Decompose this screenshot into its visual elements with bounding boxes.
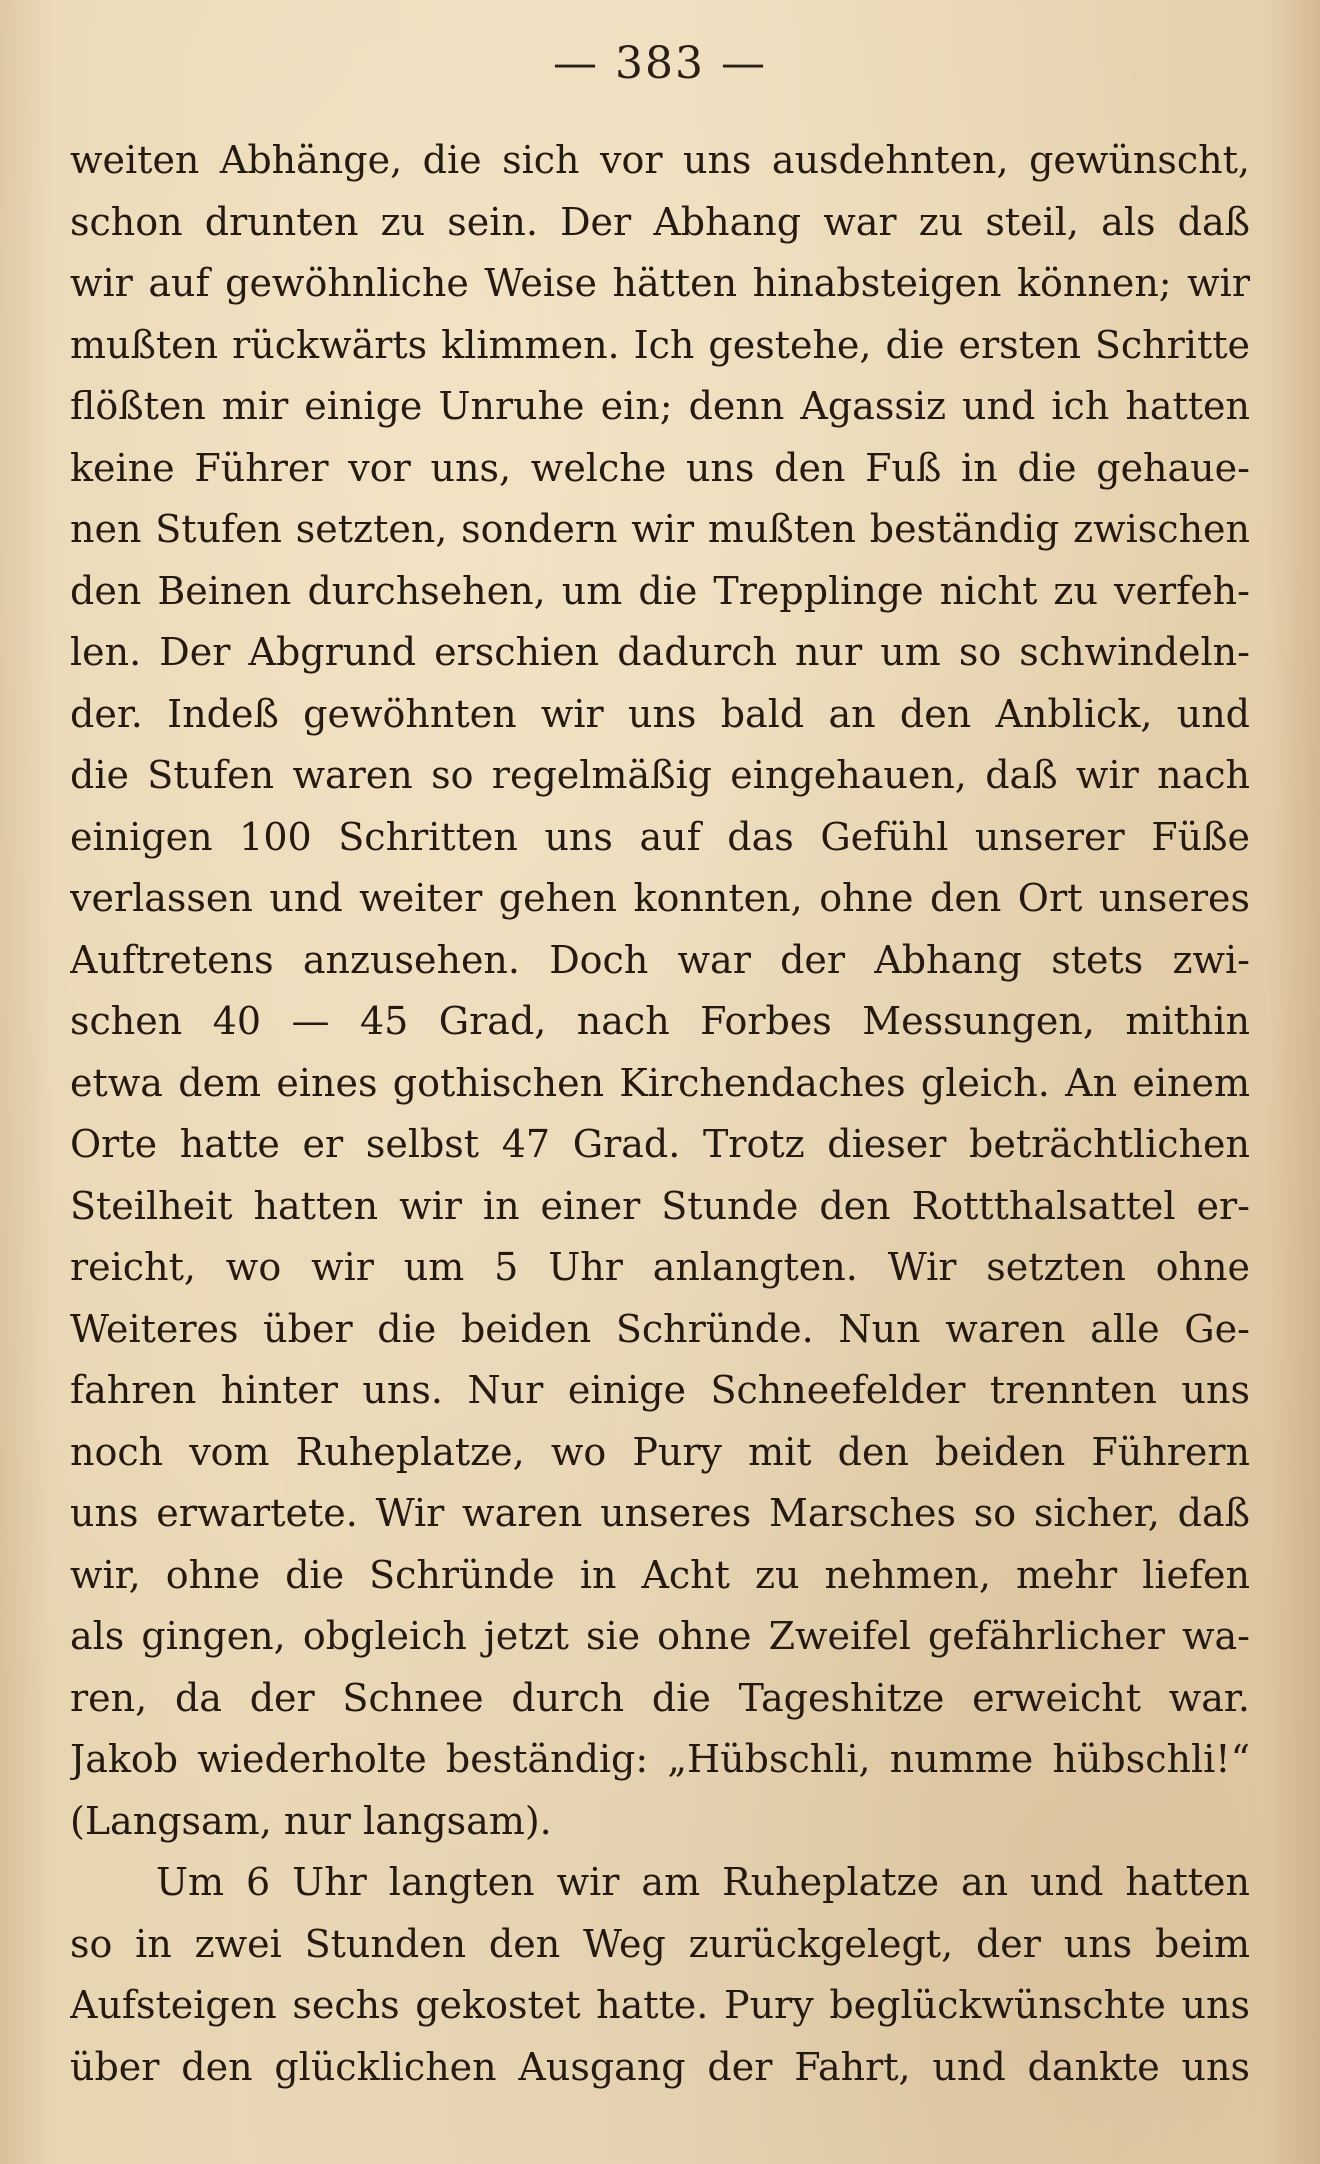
text-line: wir auf gewöhnliche Weise hätten hinabsteigen können; wir (70, 261, 1250, 305)
page-number: — 383 — (553, 38, 767, 89)
text-line: weiten Abhänge, die sich vor uns ausdehnten, gewünscht, (70, 138, 1250, 182)
body-text (70, 130, 1250, 2098)
text-line: etwa dem eines gothischen Kirchendaches gleich. An einem (70, 1060, 1250, 1105)
text-line: schon drunten zu sein. Der Abhang war zu steil, als daß (70, 199, 1250, 244)
text-line: Weiteres über die beiden Schründe. Nun waren alle Ge- (70, 1306, 1250, 1351)
text-line: len. Der Abgrund erschien dadurch nur um so schwindeln- (70, 630, 1250, 674)
text-line: flößten mir einige Unruhe ein; denn Agassiz und ich hatten (70, 384, 1250, 428)
text-line: Orte hatte er selbst 47 Grad. Trotz dieser beträchtlichen (70, 1122, 1250, 1166)
text-line: Auftretens anzusehen. Doch war der Abhang stets zwi- (70, 937, 1250, 982)
text-line: verlassen und weiter gehen konnten, ohne den Ort unseres (70, 876, 1250, 920)
text-line: so in zwei Stunden den Weg zurückgelegt, der uns beim (70, 1921, 1250, 1966)
text-line: fahren hinter uns. Nur einige Schneefelder trennten uns (70, 1368, 1250, 1412)
paragraph-end-line: (Langsam, nur langsam). (70, 1798, 552, 1843)
text-line: mußten rückwärts klimmen. Ich gestehe, die ersten Schritte (70, 322, 1250, 367)
text-line: noch vom Ruheplatze, wo Pury mit den beiden Führern (70, 1429, 1250, 1474)
text-line: Aufsteigen sechs gekostet hatte. Pury beglückwünschte uns (70, 1983, 1250, 2027)
text-line: uns erwartete. Wir waren unseres Marsches so sicher, daß (70, 1491, 1250, 1535)
text-line: einigen 100 Schritten uns auf das Gefühl unserer Füße (70, 814, 1250, 859)
text-line: nen Stufen setzten, sondern wir mußten beständig zwischen (70, 507, 1250, 551)
paragraph-start-line: Um 6 Uhr langten wir am Ruheplatze an und hatten (156, 1860, 1250, 1904)
text-line: die Stufen waren so regelmäßig eingehauen, daß wir nach (70, 753, 1250, 797)
text-line: der. Indeß gewöhnten wir uns bald an den Anblick, und (70, 691, 1250, 736)
text-line: Jakob wiederholte beständig: „Hübschli, numme hübschli!“ (70, 1737, 1250, 1781)
text-line: den Beinen durchsehen, um die Trepplinge nicht zu verfeh- (70, 568, 1250, 613)
text-line: ren, da der Schnee durch die Tageshitze erweicht war. (70, 1675, 1250, 1720)
text-line: keine Führer vor uns, welche uns den Fuß in die gehaue- (70, 445, 1250, 490)
text-line: reicht, wo wir um 5 Uhr anlangten. Wir setzten ohne (70, 1245, 1250, 1289)
text-line: als gingen, obgleich jetzt sie ohne Zweifel gefährlicher wa- (70, 1614, 1250, 1658)
text-line: wir, ohne die Schründe in Acht zu nehmen, mehr liefen (70, 1552, 1250, 1597)
text-line: Steilheit hatten wir in einer Stunde den Rottthalsattel er- (70, 1183, 1250, 1228)
text-line: schen 40 — 45 Grad, nach Forbes Messungen, mithin (70, 999, 1250, 1043)
text-line: über den glücklichen Ausgang der Fahrt, und dankte uns (70, 2044, 1250, 2089)
